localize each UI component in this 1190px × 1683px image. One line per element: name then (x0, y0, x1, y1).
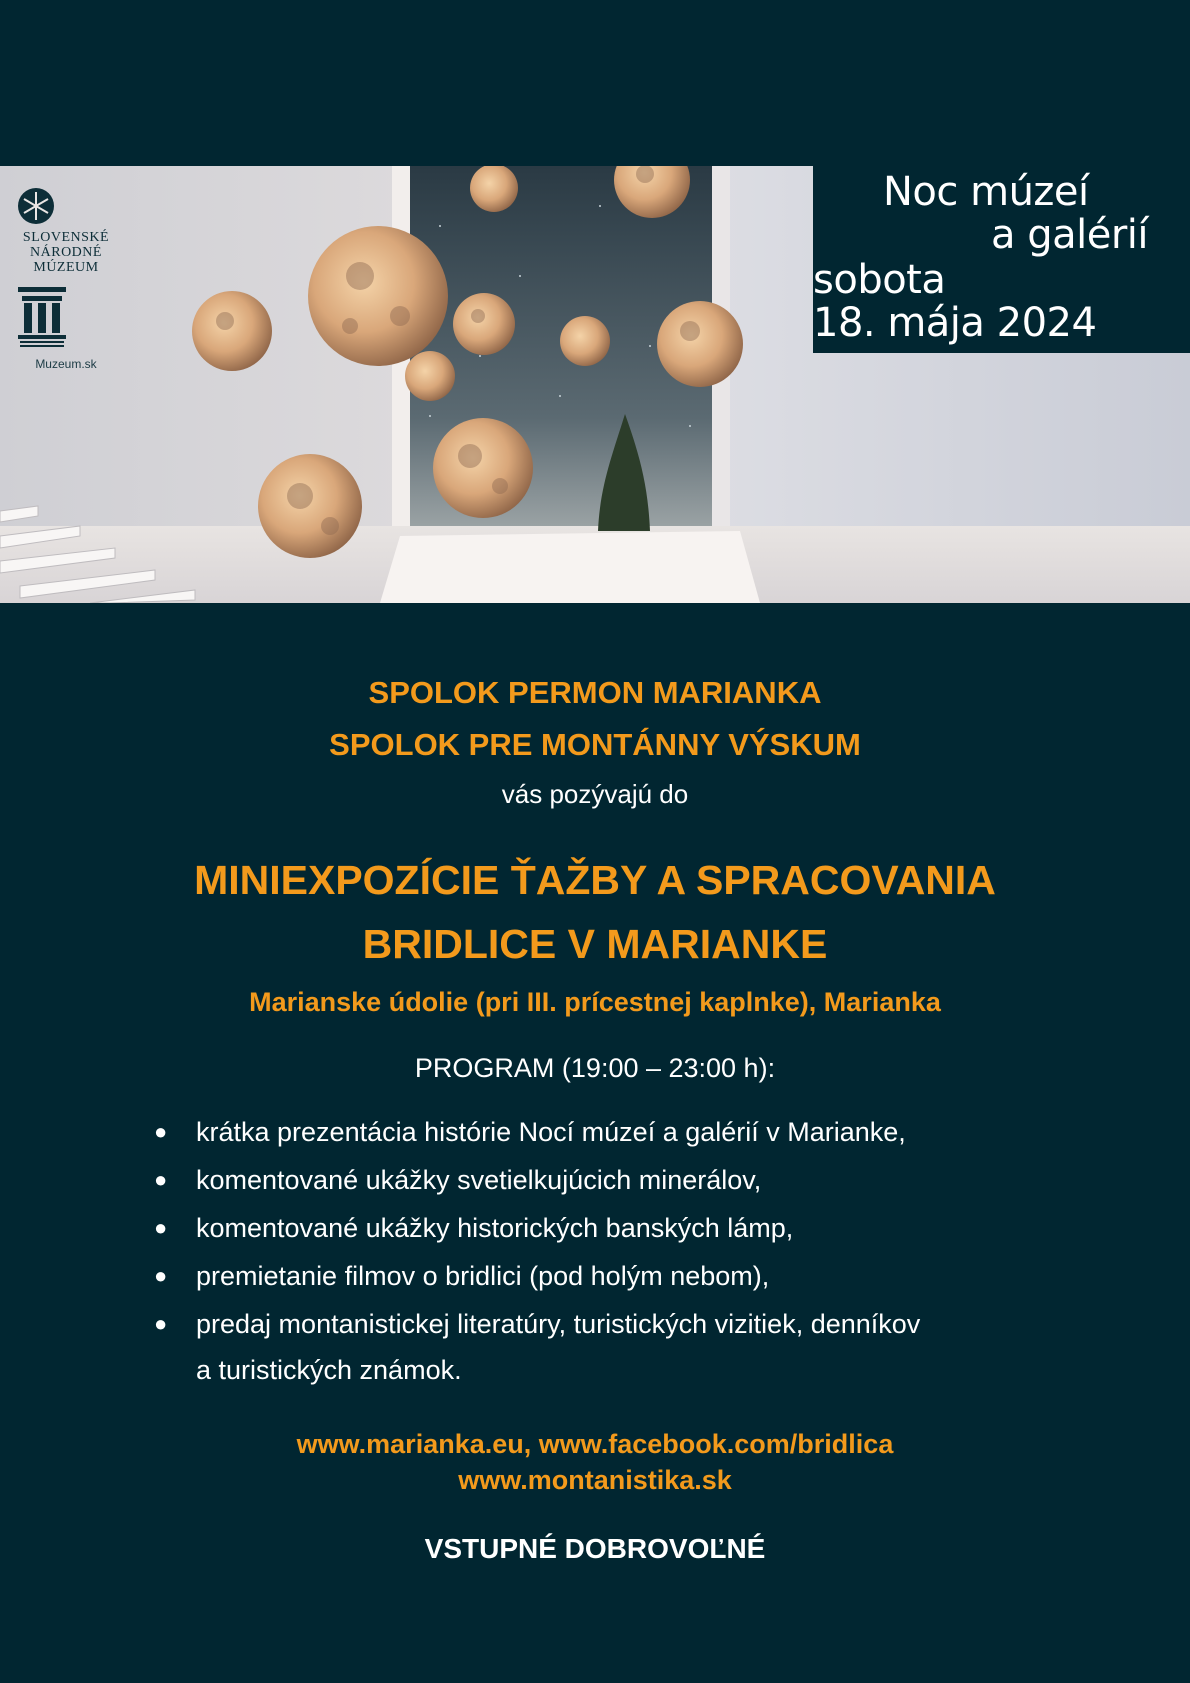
list-item: ● premietanie filmov o bridlici (pod holým nebom), (150, 1252, 1050, 1300)
event-title-line2: a galérií (991, 212, 1149, 258)
bullet-icon: ● (154, 1263, 168, 1288)
list-item: ● komentované ukážky svetielkujúcich minerálov, (150, 1156, 1050, 1204)
event-title-line1: Noc múzeí (883, 169, 1089, 215)
invite-text: vás pozývajú do (501, 779, 689, 809)
event-title-line1-main: MINIEXPOZÍCIE ŤAŽBY A SPRACOVANIA (194, 857, 996, 903)
museum-url: Muzeum.sk (35, 357, 97, 371)
bullet-icon: ● (154, 1167, 168, 1192)
bullet-icon: ● (154, 1215, 168, 1240)
program-heading: PROGRAM (19:00 – 23:00 h): (414, 1053, 776, 1083)
event-title-line2-main: BRIDLICE V MARIANKE (362, 921, 828, 967)
list-item: ● komentované ukážky historických banských lámp, (150, 1204, 1050, 1252)
list-item: ● predaj montanistickej literatúry, turistických vizitiek, denníkov a turistických známok. (150, 1300, 1050, 1394)
bullet-icon: ● (154, 1119, 168, 1144)
event-date-box (813, 166, 1190, 353)
program-list (150, 1108, 1050, 1394)
list-item-continuation: a turistických známok. (196, 1355, 462, 1385)
website-links[interactable]: www.marianka.eu, www.facebook.com/bridlica (296, 1429, 894, 1459)
website-link-montanistika[interactable]: www.montanistika.sk (458, 1465, 732, 1495)
snowflake-emblem-icon (16, 186, 56, 226)
event-location: Marianske údolie (pri III. prícestnej kaplnke), Marianka (249, 987, 941, 1017)
museum-name: SLOVENSKÉ NÁRODNÉ MÚZEUM (22, 230, 110, 275)
organizer-1: SPOLOK PERMON MARIANKA (368, 675, 822, 710)
event-date: 18. mája 2024 (813, 300, 1097, 346)
event-banner (0, 166, 1190, 603)
list-item: ● krátka prezentácia histórie Nocí múzeí a galérií v Marianke, (150, 1108, 1050, 1156)
organizer-2: SPOLOK PRE MONTÁNNY VÝSKUM (329, 727, 861, 762)
event-day: sobota (813, 257, 946, 303)
museum-building-icon (16, 287, 68, 349)
entry-fee-note: VSTUPNÉ DOBROVOĽNÉ (424, 1533, 766, 1564)
bullet-icon: ● (154, 1311, 168, 1336)
museum-logo (16, 186, 116, 371)
